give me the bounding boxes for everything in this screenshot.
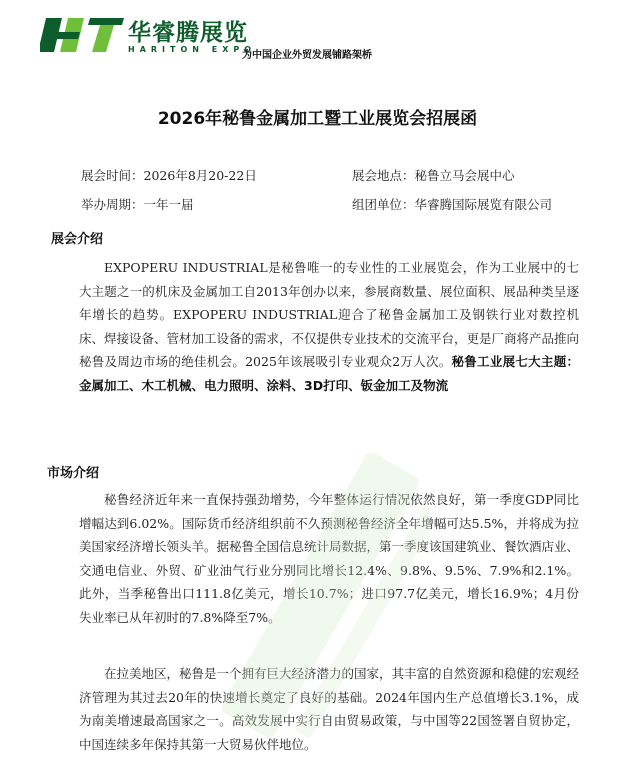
page-title: 2026年秘鲁金属加工暨工业展览会招展函 bbox=[157, 109, 478, 129]
brand-name-en: HARITON EXPO bbox=[128, 45, 257, 54]
venue-value: 秘鲁立马会展中心 bbox=[414, 168, 515, 183]
brand-name-cn: 华睿腾展览 bbox=[128, 20, 248, 46]
intro-paragraph bbox=[79, 256, 579, 397]
page-header bbox=[40, 12, 600, 62]
hariton-logo-icon bbox=[40, 12, 124, 58]
intro-heading: 展会介绍 bbox=[51, 232, 104, 247]
intro-text: EXPOPERU INDUSTRIAL是秘鲁唯一的专业性的工业展览会，作为工业展中的七大主题之一的机床及金属加工自2013年创办以来，参展商数量、展位面积、展品种类呈逐年增长的趋势。EXPOPERU INDUSTRIAL迎合了秘鲁金属加工及钢铁行业对数控机床、焊接设备、管材加工设备的需求，不仅提供专业技术的交流平台，更是厂商将产品推向秘鲁及周边市场的绝佳机会。2025年该展吸引专业观众2万人次。 bbox=[79, 260, 580, 369]
organizer-value: 华睿腾国际展览有限公司 bbox=[414, 197, 553, 212]
market-paragraph-1: 秘鲁经济近年来一直保持强劲增势，今年整体运行情况依然良好，第一季度GDP同比增幅达到6.02%。国际货币经济组织前不久预测秘鲁经济全年增幅可达5.5%，并将成为拉美国家经济增长领头羊。据秘鲁全国信息统计局数据，第一季度该国建筑业、餐饮酒店业、交通电信业、外贸、矿业油气行业分别同比增长12.4%、9.8%、9.5%、7.9%和2.1%。此外，当季秘鲁出口111.8亿美元，增长10.7%；进口97.7亿美元，增长16.9%；4月份失业率已从年初时的7.8%降至7%。 bbox=[79, 492, 580, 625]
brand-slogan: 为中国企业外贸发展铺路架桥 bbox=[242, 50, 372, 61]
cycle-value: 一年一届 bbox=[143, 197, 194, 212]
exhibition-time bbox=[81, 166, 257, 184]
market-heading: 市场介绍 bbox=[47, 466, 100, 481]
cycle-label: 举办周期： bbox=[81, 197, 144, 212]
exhibition-venue bbox=[352, 166, 515, 184]
venue-label: 展会地点： bbox=[352, 168, 415, 183]
intro-bold-themes: 秘鲁工业展七大主题：金属加工、木工机械、电力照明、涂料、3D打印、钣金加工及物流 bbox=[79, 354, 579, 393]
organizer-label: 组团单位： bbox=[352, 197, 415, 212]
exhibition-organizer bbox=[352, 195, 552, 213]
time-value: 2026年8月20-22日 bbox=[143, 168, 257, 183]
exhibition-cycle bbox=[81, 195, 194, 213]
market-paragraph-2: 在拉美地区，秘鲁是一个拥有巨大经济潜力的国家，其丰富的自然资源和稳健的宏观经济管理为其过去20年的快速增长奠定了良好的基础。2024年国内生产总值增长3.1%，成为南美增速最高国家之一。高效发展中实行自由贸易政策，与中国等22国签署自贸协定，中国连续多年保持其第一大贸易伙伴地位。 bbox=[79, 666, 580, 752]
time-label: 展会时间： bbox=[81, 168, 144, 183]
